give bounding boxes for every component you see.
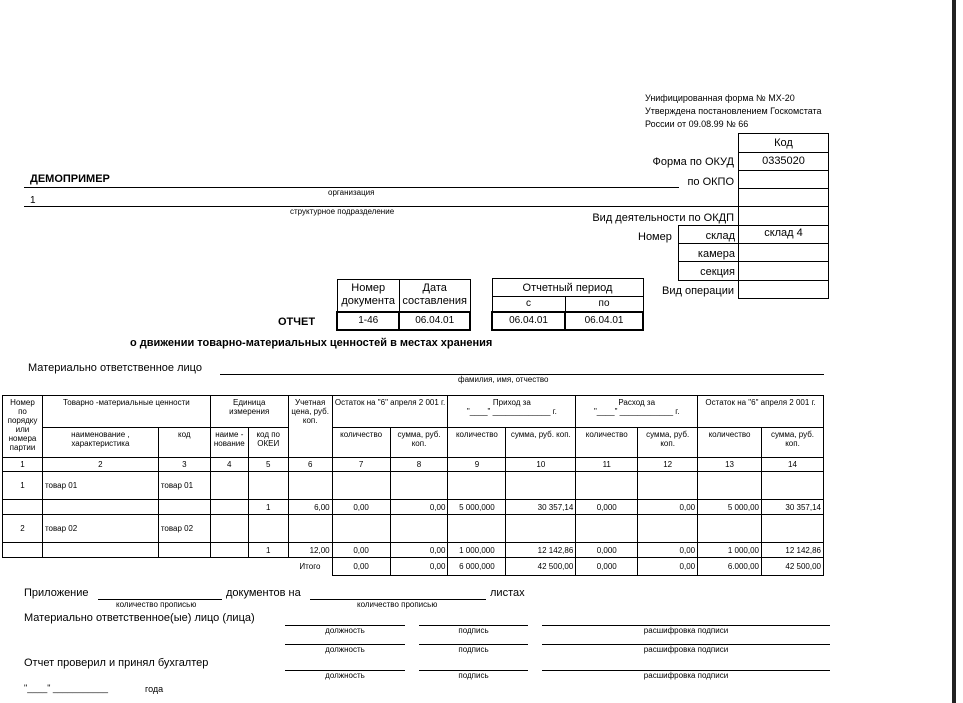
col-num: 6 (288, 458, 332, 472)
operation-label: Вид операции (662, 285, 734, 297)
h-in-qty: количество (448, 428, 506, 458)
row-num: 1 (3, 472, 43, 500)
form-line1: Унифицированная форма № МХ-20 (645, 93, 795, 103)
h-out-qty: количество (576, 428, 638, 458)
row-okei: 1 (248, 543, 288, 558)
row-close-qty: 5 000,00 (698, 500, 762, 515)
warehouse-value: склад 4 (764, 227, 803, 239)
form-line3: России от 09.08.99 № 66 (645, 119, 749, 129)
doc-number-table (336, 279, 471, 331)
row-in-qty: 5 000,000 (448, 500, 506, 515)
row-out-sum: 0,00 (638, 500, 698, 515)
date-template: "____" ___________ (24, 683, 108, 693)
table-row (3, 543, 824, 558)
h-open: Остаток на "6" апреля 2 001 г. (332, 396, 448, 428)
okpo-label: по ОКПО (687, 176, 734, 188)
col-num: 13 (698, 458, 762, 472)
total-open-qty: 0,00 (332, 558, 390, 576)
warehouse-label: склад (705, 230, 735, 242)
h-out-date: "____" ____________ г. (593, 407, 680, 416)
mol-label: Материально ответственное(ые) лицо (лица) (24, 612, 255, 624)
accountant-label: Отчет проверил и принял бухгалтер (24, 657, 209, 669)
col-num: 11 (576, 458, 638, 472)
row-out-sum: 0,00 (638, 543, 698, 558)
col-num: 1 (3, 458, 43, 472)
row-open-qty: 0,00 (332, 500, 390, 515)
row-price: 12,00 (288, 543, 332, 558)
page-edge (952, 0, 956, 703)
h-close-sum: сумма, руб. коп. (762, 428, 824, 458)
org-caption: организация (328, 188, 375, 197)
row-in-sum: 30 357,14 (506, 500, 576, 515)
col-num: 8 (390, 458, 448, 472)
table-row (3, 472, 824, 500)
col-num: 3 (158, 458, 210, 472)
row-close-qty: 1 000,00 (698, 543, 762, 558)
table-row (3, 515, 824, 543)
report-subtitle: о движении товарно-материальных ценностей в местах хранения (130, 337, 493, 349)
sheets-caption: количество прописью (357, 600, 438, 609)
doc-date: 06.04.01 (399, 312, 470, 330)
total-in-sum: 42 500,00 (506, 558, 576, 576)
h-out-sum: сумма, руб. коп. (638, 428, 698, 458)
h-price: Учетная цена, руб. коп. (288, 396, 332, 458)
row-num: 2 (3, 515, 43, 543)
col-num: 5 (248, 458, 288, 472)
period-header: Отчетный период (492, 279, 643, 297)
total-open-sum: 0,00 (390, 558, 448, 576)
h-unit: Единица измерения (210, 396, 288, 428)
total-out-qty: 0,000 (576, 558, 638, 576)
col-num: 10 (506, 458, 576, 472)
h-in-sum: сумма, руб. коп. (506, 428, 576, 458)
h-goods: Товарно -материальные ценности (42, 396, 210, 428)
form-approval (645, 92, 822, 131)
org-name: ДЕМОПРИМЕР (30, 173, 110, 185)
position-caption: должность (325, 645, 365, 654)
row-open-qty: 0,00 (332, 543, 390, 558)
chamber-label: камера (697, 248, 735, 260)
total-in-qty: 6 000,000 (448, 558, 506, 576)
col-num: 12 (638, 458, 698, 472)
division-caption: структурное подразделение (290, 207, 395, 216)
period-to: 06.04.01 (565, 312, 643, 330)
doc-number-header: Номер документа (337, 280, 399, 312)
responsible-label: Материально ответственное лицо (28, 362, 202, 374)
h-out (576, 396, 698, 428)
signature-caption: подпись (458, 626, 489, 635)
total-row (3, 558, 824, 576)
total-close-sum: 42 500,00 (762, 558, 824, 576)
h-unit-name: наиме - нование (210, 428, 248, 458)
row-close-sum: 30 357,14 (762, 500, 824, 515)
year-label: года (145, 684, 164, 694)
h-okei: код по ОКЕИ (248, 428, 288, 458)
col-num: 14 (762, 458, 824, 472)
col-num: 7 (332, 458, 390, 472)
col-num: 9 (448, 458, 506, 472)
total-close-qty: 6.000,00 (698, 558, 762, 576)
row-name: товар 01 (42, 472, 158, 500)
sheets-label: листах (490, 587, 525, 599)
decoding-caption: расшифровка подписи (643, 671, 729, 680)
decoding-caption: расшифровка подписи (643, 645, 729, 654)
signature-caption: подпись (458, 671, 489, 680)
row-code: товар 01 (158, 472, 210, 500)
h-in-date: "____" _____________ г. (466, 407, 557, 416)
h-close-qty: количество (698, 428, 762, 458)
col-num: 2 (42, 458, 158, 472)
h-in-label: Приход за (492, 398, 531, 407)
docs-label: документов на (226, 587, 301, 599)
decoding-caption: расшифровка подписи (643, 626, 729, 635)
doc-date-header: Дата составления (399, 280, 470, 312)
row-okei: 1 (248, 500, 288, 515)
row-open-sum: 0,00 (390, 543, 448, 558)
period-from: 06.04.01 (492, 312, 565, 330)
row-out-qty: 0,000 (576, 500, 638, 515)
code-header: Код (774, 137, 793, 149)
h-code: код (158, 428, 210, 458)
position-caption: должность (325, 626, 365, 635)
row-out-qty: 0,000 (576, 543, 638, 558)
h-in (448, 396, 576, 428)
attach-label: Приложение (24, 587, 89, 599)
row-in-sum: 12 142,86 (506, 543, 576, 558)
row-open-sum: 0,00 (390, 500, 448, 515)
h-open-qty: количество (332, 428, 390, 458)
col-num: 4 (210, 458, 248, 472)
responsible-caption: фамилия, имя, отчество (458, 375, 549, 384)
attach-caption: количество прописью (116, 600, 197, 609)
h-name: наименование , характеристика (42, 428, 158, 458)
period-table (491, 278, 644, 331)
form-line2: Утверждена постановлением Госкомстата (645, 106, 822, 116)
division: 1 (30, 195, 36, 206)
total-label: Итого (288, 558, 332, 576)
row-in-qty: 1 000,000 (448, 543, 506, 558)
section-label: секция (700, 266, 735, 278)
okdp-label: Вид деятельности по ОКДП (592, 212, 734, 224)
table-row (3, 500, 824, 515)
row-close-sum: 12 142,86 (762, 543, 824, 558)
period-from-label: с (492, 297, 565, 312)
position-caption: должность (325, 671, 365, 680)
doc-number: 1-46 (337, 312, 399, 330)
row-code: товар 02 (158, 515, 210, 543)
okud-value: 0335020 (762, 155, 805, 167)
main-table (2, 395, 824, 576)
okud-label: Форма по ОКУД (652, 156, 734, 168)
h-num: Номер по порядку или номера партии (3, 396, 43, 458)
period-to-label: по (565, 297, 643, 312)
h-out-label: Расход за (618, 398, 656, 407)
h-close: Остаток на "6" апреля 2 001 г. (698, 396, 824, 428)
number-label: Номер (638, 231, 672, 243)
h-open-sum: сумма, руб. коп. (390, 428, 448, 458)
signature-caption: подпись (458, 645, 489, 654)
report-title: ОТЧЕТ (278, 316, 316, 328)
row-name: товар 02 (42, 515, 158, 543)
row-price: 6,00 (288, 500, 332, 515)
total-out-sum: 0,00 (638, 558, 698, 576)
